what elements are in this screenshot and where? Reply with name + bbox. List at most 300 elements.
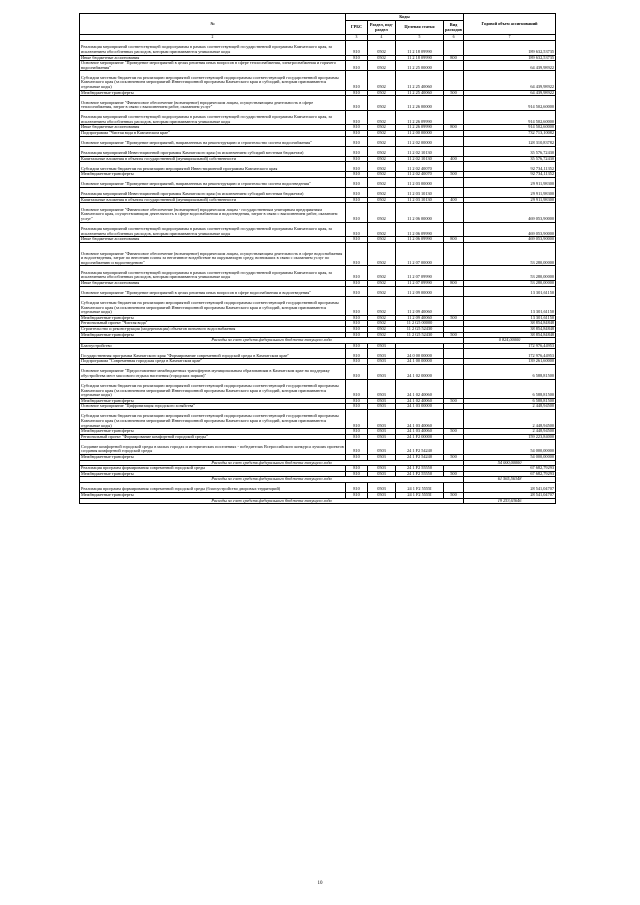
row-target-article: 24 1 03 40060: [396, 409, 444, 428]
row-name: Межбюджетные трансферты: [80, 398, 346, 404]
row-name: Реализация мероприятий соответствующей подпрограммы в рамках соответствующей государственной программы Камчатского края, за исключением обособленных расходов, которым присваиваются уникальные коды: [80, 110, 346, 125]
row-section: 0502: [368, 242, 396, 266]
row-grbs: 810: [346, 440, 368, 455]
row-section: 0503: [368, 409, 396, 428]
source-note-sum: 61 565,56348: [464, 477, 556, 483]
row-name: Основное мероприятие "Проведение мероприятий в целях решения иных вопросов в сфере водоснабжения и водоотведения": [80, 286, 346, 296]
row-target-article: 24 1 03 40060: [396, 429, 444, 435]
row-target-article: 11 2 02 40070: [396, 162, 444, 172]
row-target-article: 24 1 02 00000: [396, 365, 444, 380]
row-target-article: 11 2 18 09990: [396, 55, 444, 61]
row-section: 0502: [368, 327, 396, 333]
row-expense-type: [444, 96, 464, 111]
row-expense-type: 400: [444, 197, 464, 203]
col-num: 7: [464, 35, 556, 41]
row-section: 0502: [368, 41, 396, 56]
row-grbs: 810: [346, 365, 368, 380]
row-grbs: 810: [346, 332, 368, 338]
table-row: [80, 482, 556, 492]
row-grbs: 810: [346, 146, 368, 156]
row-annual-sum: 35 576,72430: [464, 146, 556, 156]
row-section: 0502: [368, 177, 396, 187]
row-grbs: 810: [346, 343, 368, 349]
row-target-article: 11 2 26 09990: [396, 125, 444, 131]
row-expense-type: [444, 440, 464, 455]
row-target-article: 11 2 02 40070: [396, 172, 444, 178]
row-expense-type: [444, 409, 464, 428]
row-annual-sum: 469 053,90000: [464, 237, 556, 243]
row-section: 0503: [368, 492, 396, 498]
row-name: Основное мероприятие "Финансовое обеспечение (возмещение) юридическим лицам, осуществляющим деятельность в сфере водоснабжения и водоотведения, затрат по внесению платы за негативное воздействие на окружающую среду, возникших в связи с оказанием услуг по водоснабжению и водоотведению": [80, 242, 346, 266]
row-annual-sum: 35 576,72430: [464, 156, 556, 162]
row-name: Реализация программ формирования современной городской среды (благоустройство дворовых территорий): [80, 482, 346, 492]
row-name: Основное мероприятие "Проведение мероприятий, направленных на реконструкцию и строительство систем водоотведения": [80, 177, 346, 187]
row-expense-type: [444, 203, 464, 222]
row-annual-sum: 92 734,11352: [464, 162, 556, 172]
source-note-sum: 19 253,63646: [464, 498, 556, 504]
row-grbs: 810: [346, 222, 368, 237]
row-annual-sum: 67 682,79293: [464, 466, 556, 472]
row-target-article: 24 0 00 00000: [396, 349, 444, 359]
table-row: [80, 409, 556, 428]
row-annual-sum: 13 301,61150: [464, 296, 556, 315]
row-grbs: 810: [346, 237, 368, 243]
row-section: 0502: [368, 203, 396, 222]
row-annual-sum: 6 588,81500: [464, 365, 556, 380]
row-section: 0503: [368, 404, 396, 410]
table-row: [80, 242, 556, 266]
table-row: [80, 96, 556, 111]
row-grbs: 810: [346, 61, 368, 71]
row-name: Межбюджетные трансферты: [80, 315, 346, 321]
row-name: Межбюджетные трансферты: [80, 492, 346, 498]
row-annual-sum: 2 448,94500: [464, 429, 556, 435]
header-target: Целевая статья: [396, 21, 444, 35]
row-expense-type: 500: [444, 90, 464, 96]
row-expense-type: [444, 242, 464, 266]
row-annual-sum: 64 439,98922: [464, 61, 556, 71]
row-section: 0502: [368, 266, 396, 281]
row-name: Межбюджетные трансферты: [80, 332, 346, 338]
row-name: Государственная программа Камчатского края "Формирование современной городской среды в Камчатском крае": [80, 349, 346, 359]
row-annual-sum: 159 223,84000: [464, 434, 556, 440]
row-expense-type: [444, 365, 464, 380]
row-section: 0502: [368, 172, 396, 178]
row-name: Основное мероприятие "Предоставление межбюджетных трансфертов муниципальным образованиям в Камчатском крае на поддержку обустройства мест массового отдыха населения (городских парков)": [80, 365, 346, 380]
col-num: 5: [396, 35, 444, 41]
row-annual-sum: 53 280,00000: [464, 281, 556, 287]
row-target-article: 11 2 09 00000: [396, 286, 444, 296]
row-section: 0502: [368, 222, 396, 237]
budget-table: [79, 13, 556, 504]
row-expense-type: [444, 286, 464, 296]
source-note-sum: 54 000,00000: [464, 460, 556, 466]
row-grbs: 810: [346, 315, 368, 321]
row-annual-sum: 38 854,84848: [464, 321, 556, 327]
table-row: [80, 222, 556, 237]
col-num: 6: [444, 35, 464, 41]
table-row: [80, 71, 556, 90]
source-note: Расходы за счет средств федерального бюджета текущего года: [80, 498, 464, 504]
row-grbs: 810: [346, 197, 368, 203]
row-grbs: 810: [346, 266, 368, 281]
row-target-article: 24 1 00 00000: [396, 359, 444, 365]
row-target-article: 11 2 03 10130: [396, 187, 444, 197]
row-target-article: 11 2 03 00000: [396, 177, 444, 187]
row-section: 0503: [368, 349, 396, 359]
row-grbs: 810: [346, 55, 368, 61]
table-body: [80, 41, 556, 504]
table-row: [80, 187, 556, 197]
row-section: 0502: [368, 55, 396, 61]
row-target-article: 11 2 07 09990: [396, 266, 444, 281]
row-expense-type: [444, 136, 464, 146]
row-section: 0503: [368, 471, 396, 477]
row-name: Субсидии местным бюджетам на реализацию мероприятий Инвестиционной программы Камчатского края: [80, 162, 346, 172]
row-target-article: 24 1 F2 55550: [396, 466, 444, 472]
row-annual-sum: 2 448,94500: [464, 404, 556, 410]
source-note-sum: 0 824,00000: [464, 338, 556, 344]
row-expense-type: 500: [444, 492, 464, 498]
row-name: Иные бюджетные ассигнования: [80, 281, 346, 287]
row-section: 0502: [368, 187, 396, 197]
row-expense-type: 400: [444, 156, 464, 162]
row-target-article: 11 2 G5 52430: [396, 327, 444, 333]
source-note: Расходы за счет средств федерального бюджета текущего года: [80, 460, 464, 466]
row-expense-type: 500: [444, 315, 464, 321]
row-section: 0502: [368, 296, 396, 315]
row-name: Межбюджетные трансферты: [80, 429, 346, 435]
row-target-article: 11 2 02 00000: [396, 136, 444, 146]
row-annual-sum: 64 439,98922: [464, 90, 556, 96]
table-row: [80, 177, 556, 187]
row-annual-sum: 128 310,83782: [464, 136, 556, 146]
row-grbs: 810: [346, 281, 368, 287]
row-target-article: 11 2 18 09990: [396, 41, 444, 56]
header-annual: Годовой объем ассигнований: [464, 14, 556, 35]
row-section: 0502: [368, 90, 396, 96]
row-name: Региональный проект "Чистая вода": [80, 321, 346, 327]
source-note: Расходы за счет средств федерального бюджета текущего года: [80, 477, 464, 483]
row-name: Благоустройство: [80, 343, 346, 349]
row-name: Межбюджетные трансферты: [80, 471, 346, 477]
row-grbs: 810: [346, 466, 368, 472]
row-name: Субсидии местным бюджетам на реализацию мероприятий соответствующей подпрограммы соответствующей государственной программы Камчатского края (за исключением мероприятий Инвестиционной программы Камчатского края и субсидий, которым присваиваются отдельные коды): [80, 409, 346, 428]
row-section: 0502: [368, 125, 396, 131]
row-expense-type: [444, 266, 464, 281]
col-num: 4: [368, 35, 396, 41]
row-name: Межбюджетные трансферты: [80, 90, 346, 96]
row-annual-sum: 6 588,81500: [464, 398, 556, 404]
row-expense-type: [444, 482, 464, 492]
table-row: [80, 296, 556, 315]
row-section: 0503: [368, 434, 396, 440]
row-grbs: 810: [346, 187, 368, 197]
row-section: 0503: [368, 466, 396, 472]
row-annual-sum: 13 301,61150: [464, 315, 556, 321]
row-name: Межбюджетные трансферты: [80, 172, 346, 178]
row-expense-type: [444, 177, 464, 187]
row-grbs: 810: [346, 471, 368, 477]
row-expense-type: 800: [444, 237, 464, 243]
row-annual-sum: 28 541,04707: [464, 492, 556, 498]
row-annual-sum: 914 502,60000: [464, 110, 556, 125]
row-section: 0503: [368, 359, 396, 365]
row-section: 0502: [368, 197, 396, 203]
row-section: 0503: [368, 440, 396, 455]
row-annual-sum: 2 448,94500: [464, 409, 556, 428]
row-annual-sum: 172 976,44953: [464, 349, 556, 359]
row-grbs: 810: [346, 492, 368, 498]
row-section: 0502: [368, 61, 396, 71]
row-annual-sum: 54 000,00000: [464, 454, 556, 460]
row-section: 0502: [368, 332, 396, 338]
row-target-article: 11 2 00 00000: [396, 130, 444, 136]
row-grbs: 810: [346, 454, 368, 460]
row-grbs: 810: [346, 110, 368, 125]
row-grbs: 810: [346, 41, 368, 56]
row-annual-sum: 29 911,98300: [464, 187, 556, 197]
row-target-article: 24 1 F2 00000: [396, 434, 444, 440]
row-grbs: 810: [346, 434, 368, 440]
row-name: Субсидии местным бюджетам на реализацию мероприятий соответствующей подпрограммы соответствующей государственной программы Камчатского края (за исключением мероприятий Инвестиционной программы Камчатского края и субсидий, которым присваиваются отдельные коды): [80, 71, 346, 90]
header-name: №: [80, 14, 346, 35]
col-num: 2: [80, 35, 346, 41]
row-expense-type: [444, 110, 464, 125]
table-row: [80, 146, 556, 156]
row-grbs: 810: [346, 404, 368, 410]
row-annual-sum: 38 854,84848: [464, 327, 556, 333]
row-target-article: 24 1 F2 54240: [396, 440, 444, 455]
table-row: [80, 41, 556, 56]
row-target-article: 11 2 09 40060: [396, 296, 444, 315]
row-grbs: 810: [346, 296, 368, 315]
row-target-article: 24 1 02 40060: [396, 379, 444, 398]
row-grbs: 810: [346, 359, 368, 365]
row-section: 0503: [368, 482, 396, 492]
row-name: Субсидии местным бюджетам на реализацию мероприятий соответствующей подпрограммы соответствующей государственной программы Камчатского края (за исключением мероприятий Инвестиционной программы Камчатского края и субсидий, которым присваиваются отдельные коды): [80, 296, 346, 315]
row-grbs: 810: [346, 203, 368, 222]
row-expense-type: [444, 162, 464, 172]
header-section: Раздел, под-раздел: [368, 21, 396, 35]
row-expense-type: [444, 71, 464, 90]
row-expense-type: 500: [444, 429, 464, 435]
row-annual-sum: 92 734,11352: [464, 172, 556, 178]
row-expense-type: [444, 379, 464, 398]
col-num: 3: [346, 35, 368, 41]
header-codes: Коды: [346, 14, 464, 21]
header-grbs: ГРБС: [346, 21, 368, 35]
row-expense-type: [444, 146, 464, 156]
row-target-article: 11 2 25 40060: [396, 71, 444, 90]
row-name: Основное мероприятие "Проведение мероприятий в целях решения иных вопросов в сфере теплоснабжения, электроснабжения и горячего водоснабжения": [80, 61, 346, 71]
page-number: 10: [317, 881, 323, 886]
row-name: Реализация мероприятий Инвестиционной программы Камчатского края (за исключением субсидий местным бюджетам): [80, 187, 346, 197]
row-expense-type: 800: [444, 55, 464, 61]
row-target-article: 11 2 03 10130: [396, 197, 444, 203]
row-target-article: 24 1 F2 54240: [396, 454, 444, 460]
row-annual-sum: 64 439,98922: [464, 71, 556, 90]
table-row: [80, 203, 556, 222]
row-name: Основное мероприятие "Финансовое обеспечение (возмещение) юридическим лицам - государственным унитарным предприятиям Камчатского края, осуществляющим деятельность в сфере водоснабжения и водоотведения, затрат в связи с выполнением работ, оказанием услуг": [80, 203, 346, 222]
row-expense-type: [444, 61, 464, 71]
row-expense-type: 500: [444, 471, 464, 477]
row-target-article: 11 2 26 00000: [396, 96, 444, 111]
row-annual-sum: 53 280,00000: [464, 266, 556, 281]
row-name: Иные бюджетные ассигнования: [80, 55, 346, 61]
row-section: 0502: [368, 156, 396, 162]
row-grbs: 810: [346, 162, 368, 172]
row-grbs: 810: [346, 321, 368, 327]
row-name: Основное мероприятие "Цифровизация городского хозяйства": [80, 404, 346, 410]
row-expense-type: [444, 187, 464, 197]
row-section: 0503: [368, 379, 396, 398]
row-annual-sum: 29 911,98300: [464, 177, 556, 187]
table-row: [80, 286, 556, 296]
row-target-article: 11 2 G5 52430: [396, 332, 444, 338]
row-target-article: 11 2 G5 00000: [396, 321, 444, 327]
row-expense-type: 500: [444, 398, 464, 404]
row-target-article: 24 1 F2 5555I: [396, 492, 444, 498]
row-grbs: 810: [346, 286, 368, 296]
row-grbs: 810: [346, 242, 368, 266]
table-row: [80, 162, 556, 172]
row-grbs: 810: [346, 327, 368, 333]
table-row: [80, 266, 556, 281]
table-row: [80, 379, 556, 398]
row-section: 0503: [368, 365, 396, 380]
row-name: Капитальные вложения в объекты государственной (муниципальной) собственности: [80, 156, 346, 162]
row-target-article: 11 2 25 00000: [396, 61, 444, 71]
row-expense-type: 500: [444, 454, 464, 460]
row-target-article: 11 2 06 00000: [396, 203, 444, 222]
row-annual-sum: 29 911,98300: [464, 197, 556, 203]
row-grbs: 810: [346, 172, 368, 178]
row-name: Основное мероприятие "Финансовое обеспечение (возмещение) юридическим лицам, осуществляющим деятельность в сфере теплоснабжения, затрат в связи с выполнением работ, оказанием услуг": [80, 96, 346, 111]
row-grbs: 810: [346, 409, 368, 428]
row-grbs: 810: [346, 90, 368, 96]
row-target-article: 11 2 02 10130: [396, 146, 444, 156]
row-name: Иные бюджетные ассигнования: [80, 237, 346, 243]
row-name: Реализация мероприятий соответствующей подпрограммы в рамках соответствующей государственной программы Камчатского края, за исключением обособленных расходов, которым присваиваются уникальные коды: [80, 41, 346, 56]
row-name: Межбюджетные трансферты: [80, 454, 346, 460]
row-section: 0502: [368, 146, 396, 156]
row-expense-type: 500: [444, 172, 464, 178]
table-row: [80, 440, 556, 455]
source-note-row: [80, 498, 556, 504]
row-annual-sum: 28 541,04707: [464, 482, 556, 492]
row-grbs: 810: [346, 482, 368, 492]
table-row: [80, 349, 556, 359]
row-grbs: 810: [346, 125, 368, 131]
row-target-article: 11 2 06 09990: [396, 222, 444, 237]
row-section: 0502: [368, 71, 396, 90]
row-section: 0502: [368, 286, 396, 296]
row-name: Подпрограмма "Чистая вода в Камчатском крае": [80, 130, 346, 136]
row-section: 0503: [368, 429, 396, 435]
table-row: [80, 136, 556, 146]
row-annual-sum: 6 588,81500: [464, 379, 556, 398]
row-annual-sum: 189 632,53735: [464, 55, 556, 61]
row-target-article: 24 1 F2 55550: [396, 471, 444, 477]
row-expense-type: [444, 349, 464, 359]
table-row: [80, 110, 556, 125]
row-target-article: 11 2 06 09990: [396, 237, 444, 243]
row-expense-type: [444, 222, 464, 237]
row-name: Иные бюджетные ассигнования: [80, 125, 346, 131]
row-name: Капитальные вложения в объекты государственной (муниципальной) собственности: [80, 197, 346, 203]
header-type: Вид расходов: [444, 21, 464, 35]
row-annual-sum: 914 502,60000: [464, 96, 556, 111]
row-section: 0502: [368, 110, 396, 125]
row-grbs: 810: [346, 349, 368, 359]
row-section: 0502: [368, 237, 396, 243]
row-name: Региональный проект "Формирование комфортной городской среды": [80, 434, 346, 440]
row-target-article: 11 2 09 40060: [396, 315, 444, 321]
row-annual-sum: 469 053,90000: [464, 222, 556, 237]
budget-table-sheet: [79, 13, 555, 504]
row-grbs: 810: [346, 379, 368, 398]
row-name: Реализация программ формирования современной городской среды: [80, 466, 346, 472]
row-expense-type: 800: [444, 125, 464, 131]
row-expense-type: [444, 41, 464, 56]
row-target-article: 11 2 02 10130: [396, 156, 444, 162]
row-target-article: 11 2 07 09990: [396, 281, 444, 287]
row-section: 0503: [368, 343, 396, 349]
row-grbs: 810: [346, 71, 368, 90]
row-section: 0502: [368, 281, 396, 287]
row-name: Субсидии местным бюджетам на реализацию мероприятий соответствующей подпрограммы соответствующей государственной программы Камчатского края (за исключением мероприятий Инвестиционной программы Камчатского края и субсидий, которым присваиваются отдельные коды): [80, 379, 346, 398]
row-grbs: 810: [346, 156, 368, 162]
row-target-article: 11 2 25 40060: [396, 90, 444, 96]
row-section: 0502: [368, 321, 396, 327]
row-grbs: 810: [346, 96, 368, 111]
row-annual-sum: 54 000,00000: [464, 440, 556, 455]
row-target-article: 24 1 02 40060: [396, 398, 444, 404]
row-expense-type: [444, 296, 464, 315]
row-section: 0502: [368, 96, 396, 111]
row-name: Реализация мероприятий соответствующей подпрограммы в рамках соответствующей государственной программы Камчатского края, за исключением обособленных расходов, которым присваиваются уникальные коды: [80, 266, 346, 281]
row-annual-sum: 914 502,60000: [464, 125, 556, 131]
row-annual-sum: 53 280,00000: [464, 242, 556, 266]
row-name: Подпрограмма "Современная городская среда в Камчатском крае": [80, 359, 346, 365]
row-annual-sum: 67 682,79293: [464, 471, 556, 477]
row-annual-sum: 38 854,84848: [464, 332, 556, 338]
row-expense-type: 500: [444, 332, 464, 338]
row-section: 0502: [368, 136, 396, 146]
row-name: Строительство и реконструкция (модернизация) объектов питьевого водоснабжения: [80, 327, 346, 333]
table-row: [80, 61, 556, 71]
row-grbs: 810: [346, 130, 368, 136]
row-target-article: 24 1 F2 5555I: [396, 482, 444, 492]
row-expense-type: 800: [444, 281, 464, 287]
row-section: 0503: [368, 454, 396, 460]
table-row: [80, 365, 556, 380]
row-grbs: 810: [346, 429, 368, 435]
row-section: 0502: [368, 315, 396, 321]
row-annual-sum: 139 261,60000: [464, 359, 556, 365]
row-target-article: 24 1 03 00000: [396, 404, 444, 410]
row-grbs: 810: [346, 177, 368, 187]
row-name: Основное мероприятие "Проведение мероприятий, направленных на реконструкцию и строительство систем водоснабжения": [80, 136, 346, 146]
row-annual-sum: 13 301,61150: [464, 286, 556, 296]
row-annual-sum: 469 053,90000: [464, 203, 556, 222]
row-grbs: 810: [346, 398, 368, 404]
row-section: 0502: [368, 130, 396, 136]
row-name: Реализация мероприятий Инвестиционной программы Камчатского края (за исключением субсидий местным бюджетам): [80, 146, 346, 156]
row-annual-sum: 189 632,53735: [464, 41, 556, 56]
row-name: Создание комфортной городской среды в малых городах и исторических поселениях - победителях Всероссийского конкурса лучших проектов создания комфортной городской среды: [80, 440, 346, 455]
